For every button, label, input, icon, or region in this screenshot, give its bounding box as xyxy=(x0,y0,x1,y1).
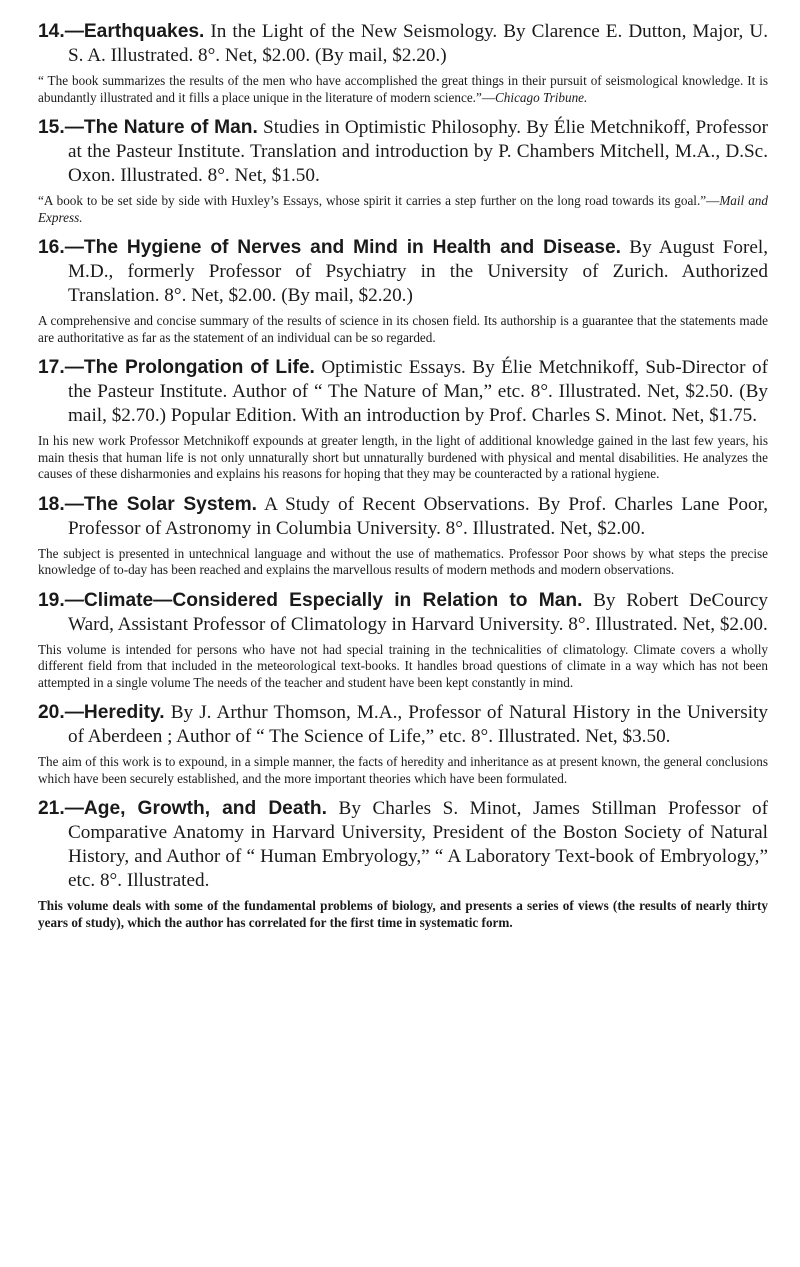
entry-description xyxy=(38,546,768,579)
entry-number: 17. xyxy=(38,357,65,378)
entry-number: 20. xyxy=(38,702,65,723)
entry-details: By August Forel, M.D., formerly Professor of Psychiatry in the University of Zurich. Authorized Translation. 8°. Net, $2.00. (By mail, $2.20.) xyxy=(68,237,768,306)
entry-title: —Age, Growth, and Death. xyxy=(64,798,327,819)
catalog-entry-19 xyxy=(38,589,768,692)
catalog-entry-18 xyxy=(38,493,768,579)
entry-description xyxy=(38,73,768,106)
catalog-entry-15 xyxy=(38,116,768,226)
entry-blurb: In his new work Professor Metchnikoff expounds at greater length, in the light of additional knowledge gained in the last few years, his main thesis that human life is not only unnaturally short but unnaturally burdened with physical and mental disabilities. He analyzes the causes of these disharmonies and explains his reasons for hoping that they may be counteracted by a rational hygiene. xyxy=(38,433,768,481)
entry-description xyxy=(38,898,768,931)
entry-number: 19. xyxy=(38,589,65,611)
entry-title: —The Nature of Man. xyxy=(64,117,258,138)
entry-blurb: “A book to be set side by side with Huxley’s Essays, whose spirit it carries a step further on the long road towards its goal.”— xyxy=(38,193,720,208)
entry-heading xyxy=(38,701,768,749)
catalog-entry-17 xyxy=(38,356,768,483)
entry-title: —The Solar System. xyxy=(64,493,257,515)
entry-details: A Study of Recent Observations. By Prof. Charles Lane Poor, Professor of Astronomy in Columbia University. 8°. Illustrated. Net, $2.00. xyxy=(68,493,768,539)
entry-number: 21. xyxy=(38,798,65,819)
entry-details: By J. Arthur Thomson, M.A., Professor of Natural History in the University of Aberdeen ; Author of “ The Science of Life,” etc. 8°. Illustrated. Net, $3.50. xyxy=(68,702,768,747)
entry-details: Studies in Optimistic Philosophy. By Élie Metchnikoff, Professor at the Pasteur Institute. Translation and introduction by P. Chambers Mitchell, M.A., D.Sc. Oxon. Illustrated. 8°. Net, $1.50. xyxy=(68,117,769,186)
entry-blurb: “ The book summarizes the results of the men who have accomplished the great things in their pursuit of seismological knowledge. It is abundantly illustrated and it fills a place unique in the literature of modern science.”— xyxy=(38,73,768,105)
entry-description xyxy=(38,433,768,483)
entry-number: 15. xyxy=(38,117,65,138)
entry-description xyxy=(38,642,768,692)
entry-review-source: Mail and Express. xyxy=(38,193,768,225)
entry-blurb: The subject is presented in untechnical language and without the use of mathematics. Professor Poor shows by what steps the precise knowledge of to-day has been reached and explains the marvellous results of modern methods and modern observations. xyxy=(38,545,768,577)
entry-title: —Climate—Considered Especially in Relation to Man. xyxy=(64,589,583,611)
entry-heading xyxy=(38,797,768,893)
entry-heading xyxy=(38,116,768,188)
entry-description xyxy=(38,754,768,787)
entry-details: Optimistic Essays. By Élie Metchnikoff, Sub-Director of the Pasteur Institute. Author of “ The Nature of Man,” etc. 8°. Illustrated. Net, $2.50. (By mail, $2.70.) Popular Edition. With an introduction by Prof. Charles S. Minot. Net, $1.75. xyxy=(68,357,768,426)
entry-title: —The Prolongation of Life. xyxy=(64,357,315,378)
entry-title: —Earthquakes. xyxy=(64,21,205,42)
entry-heading xyxy=(38,20,768,68)
entry-blurb: The aim of this work is to expound, in a simple manner, the facts of heredity and inheritance as at present known, the general conclusions which have been securely established, and the more important theories which have been formulated. xyxy=(38,754,768,786)
entry-title: —Heredity. xyxy=(64,702,165,723)
entry-details: By Robert DeCourcy Ward, Assistant Professor of Climatology in Harvard University. 8°. Illustrated. Net, $2.00. xyxy=(68,589,768,635)
catalog-entry-20 xyxy=(38,701,768,787)
entry-review-source: Chicago Tribune. xyxy=(495,89,588,105)
entry-heading xyxy=(38,589,768,637)
entry-details: In the Light of the New Seismology. By Clarence E. Dutton, Major, U. S. A. Illustrated. 8°. Net, $2.00. (By mail, $2.20.) xyxy=(68,21,768,66)
entry-title: —The Hygiene of Nerves and Mind in Health and Disease. xyxy=(64,237,621,258)
catalog-page xyxy=(38,20,768,941)
entry-blurb: This volume deals with some of the fundamental problems of biology, and presents a series of views (the results of nearly thirty years of study), which the author has correlated for the first time in systematic form. xyxy=(38,898,768,930)
entry-blurb: This volume is intended for persons who have not had special training in the technicalities of climatology. Climate covers a wholly different field from that included in the meteorological text-books. It handles broad questions of climate in a way which has not been attempted in a single volume The needs of the teacher and student have been kept constantly in mind. xyxy=(38,641,768,690)
entry-heading xyxy=(38,236,768,308)
catalog-entry-21 xyxy=(38,797,768,931)
entry-number: 18. xyxy=(38,493,65,515)
entry-blurb: A comprehensive and concise summary of the results of science in its chosen field. Its authorship is a guarantee that the statements made are authoritative as far as the statement of an individual can be so regarded. xyxy=(38,313,768,345)
entry-number: 14. xyxy=(38,21,65,42)
entry-description xyxy=(38,313,768,346)
entry-details: By Charles S. Minot, James Stillman Professor of Comparative Anatomy in Harvard University, President of the Boston Society of Natural History, and Author of “ Human Embryology,” “ A Laboratory Text-book of Embryology,” etc. 8°. Illustrated. xyxy=(68,798,768,891)
entry-heading xyxy=(38,493,768,541)
catalog-entry-14 xyxy=(38,20,768,106)
entry-number: 16. xyxy=(38,237,65,258)
entry-heading xyxy=(38,356,768,428)
catalog-entry-16 xyxy=(38,236,768,346)
entry-description xyxy=(38,193,768,226)
